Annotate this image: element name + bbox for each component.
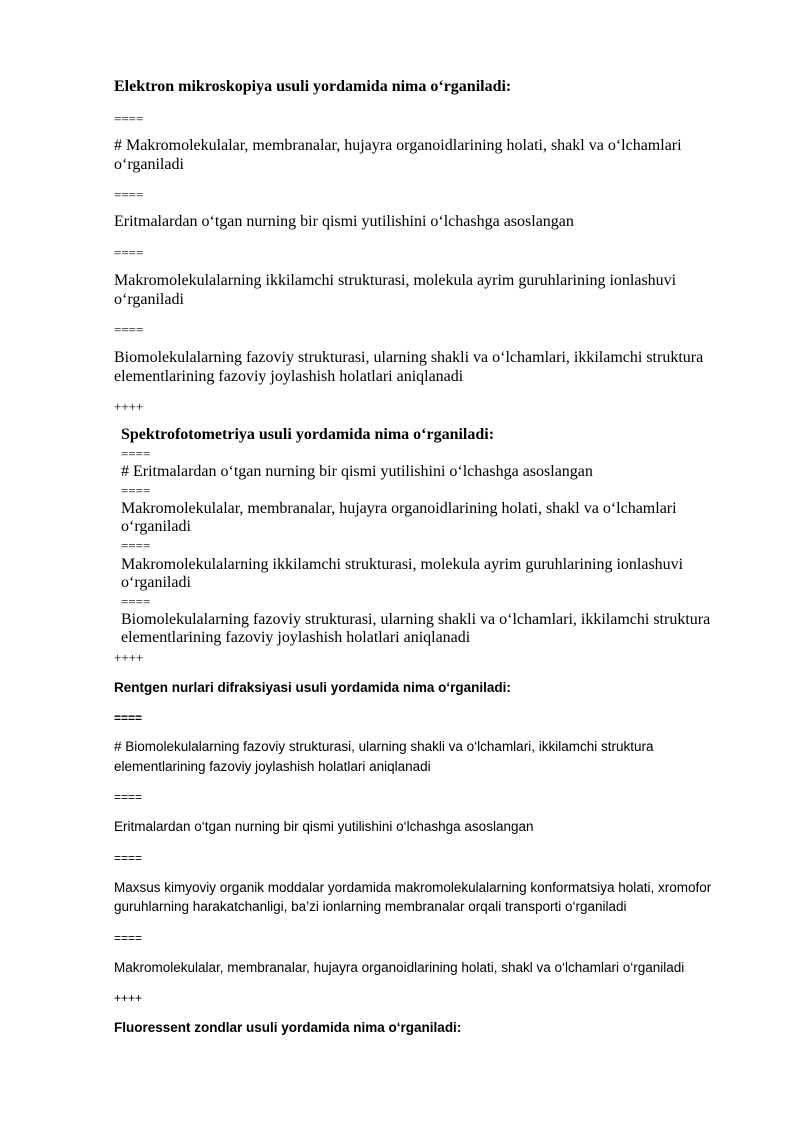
separator: ==== (114, 187, 144, 202)
separator: ==== (114, 851, 143, 865)
answer-option: Biomolekulalarning fazoviy strukturasi, ularning shakli va o‘lchamlari, ikkilamchi struktura (121, 611, 711, 628)
answer-option-continued: o‘rganiladi (121, 574, 191, 591)
answer-option: # Eritmalardan o‘tgan nurning bir qismi yutilishini o‘lchashga asoslangan (121, 463, 593, 480)
separator: ==== (114, 711, 143, 725)
separator: ==== (114, 322, 144, 337)
separator: ==== (121, 446, 151, 461)
answer-option: Makromolekulalar, membranalar, hujayra organoidlarining holati, shakl va o‘lchamlari (121, 500, 677, 517)
end-marker: ++++ (114, 650, 144, 665)
answer-option: # Makromolekulalar, membranalar, hujayra organoidlarining holati, shakl va o‘lchamlari (114, 137, 682, 154)
answer-option: # Biomolekulalarning fazoviy strukturasi, ularning shakli va o‘lchamlari, ikkilamchi struktura (114, 739, 654, 754)
end-marker: ++++ (114, 399, 144, 414)
answer-option-continued: elementlarining fazoviy joylashish holatlari aniqlanadi (121, 629, 471, 646)
answer-option: Maxsus kimyoviy organik moddalar yordamida makromolekulalarning konformatsiya holati, xromofor (114, 880, 712, 895)
question-title: Elektron mikroskopiya usuli yordamida nima o‘rganiladi: (114, 78, 512, 95)
answer-option: Biomolekulalarning fazoviy strukturasi, ularning shakli va o‘lchamlari, ikkilamchi struktura (114, 349, 704, 366)
answer-option-continued: elementlarining fazoviy joylashish holatlari aniqlanadi (114, 759, 431, 774)
question-title: Spektrofotometriya usuli yordamida nima o‘rganiladi: (121, 426, 495, 443)
question-title: Rentgen nurlari difraksiyasi usuli yordamida nima o‘rganiladi: (114, 680, 511, 695)
answer-option: Makromolekulalar, membranalar, hujayra organoidlarining holati, shakl va o‘lchamlari o‘rganiladi (114, 960, 685, 975)
separator: ==== (114, 931, 143, 945)
answer-option-continued: o‘rganiladi (121, 518, 191, 535)
answer-option-continued: guruhlarning harakatchanligi, ba’zi ionlarning membranalar orqali transporti o‘rganiladi (114, 899, 627, 914)
question-title: Fluoressent zondlar usuli yordamida nima o‘rganiladi: (114, 1020, 462, 1035)
separator: ==== (121, 538, 151, 553)
answer-option-continued: elementlarining fazoviy joylashish holatlari aniqlanadi (114, 368, 464, 385)
answer-option: Makromolekulalarning ikkilamchi strukturasi, molekula ayrim guruhlarining ionlashuvi (121, 556, 684, 573)
answer-option-continued: o‘rganiladi (114, 291, 184, 308)
end-marker: ++++ (114, 991, 143, 1005)
separator: ==== (121, 594, 151, 609)
answer-option-continued: o‘rganiladi (114, 156, 184, 173)
answer-option: Eritmalardan o‘tgan nurning bir qismi yutilishini o‘lchashga asoslangan (114, 213, 574, 230)
separator: ==== (114, 790, 143, 804)
separator: ==== (121, 483, 151, 498)
answer-option: Eritmalardan o‘tgan nurning bir qismi yutilishini o‘lchashga asoslangan (114, 819, 534, 834)
separator: ==== (114, 111, 144, 126)
answer-option: Makromolekulalarning ikkilamchi strukturasi, molekula ayrim guruhlarining ionlashuvi (114, 272, 677, 289)
separator: ==== (114, 245, 144, 260)
